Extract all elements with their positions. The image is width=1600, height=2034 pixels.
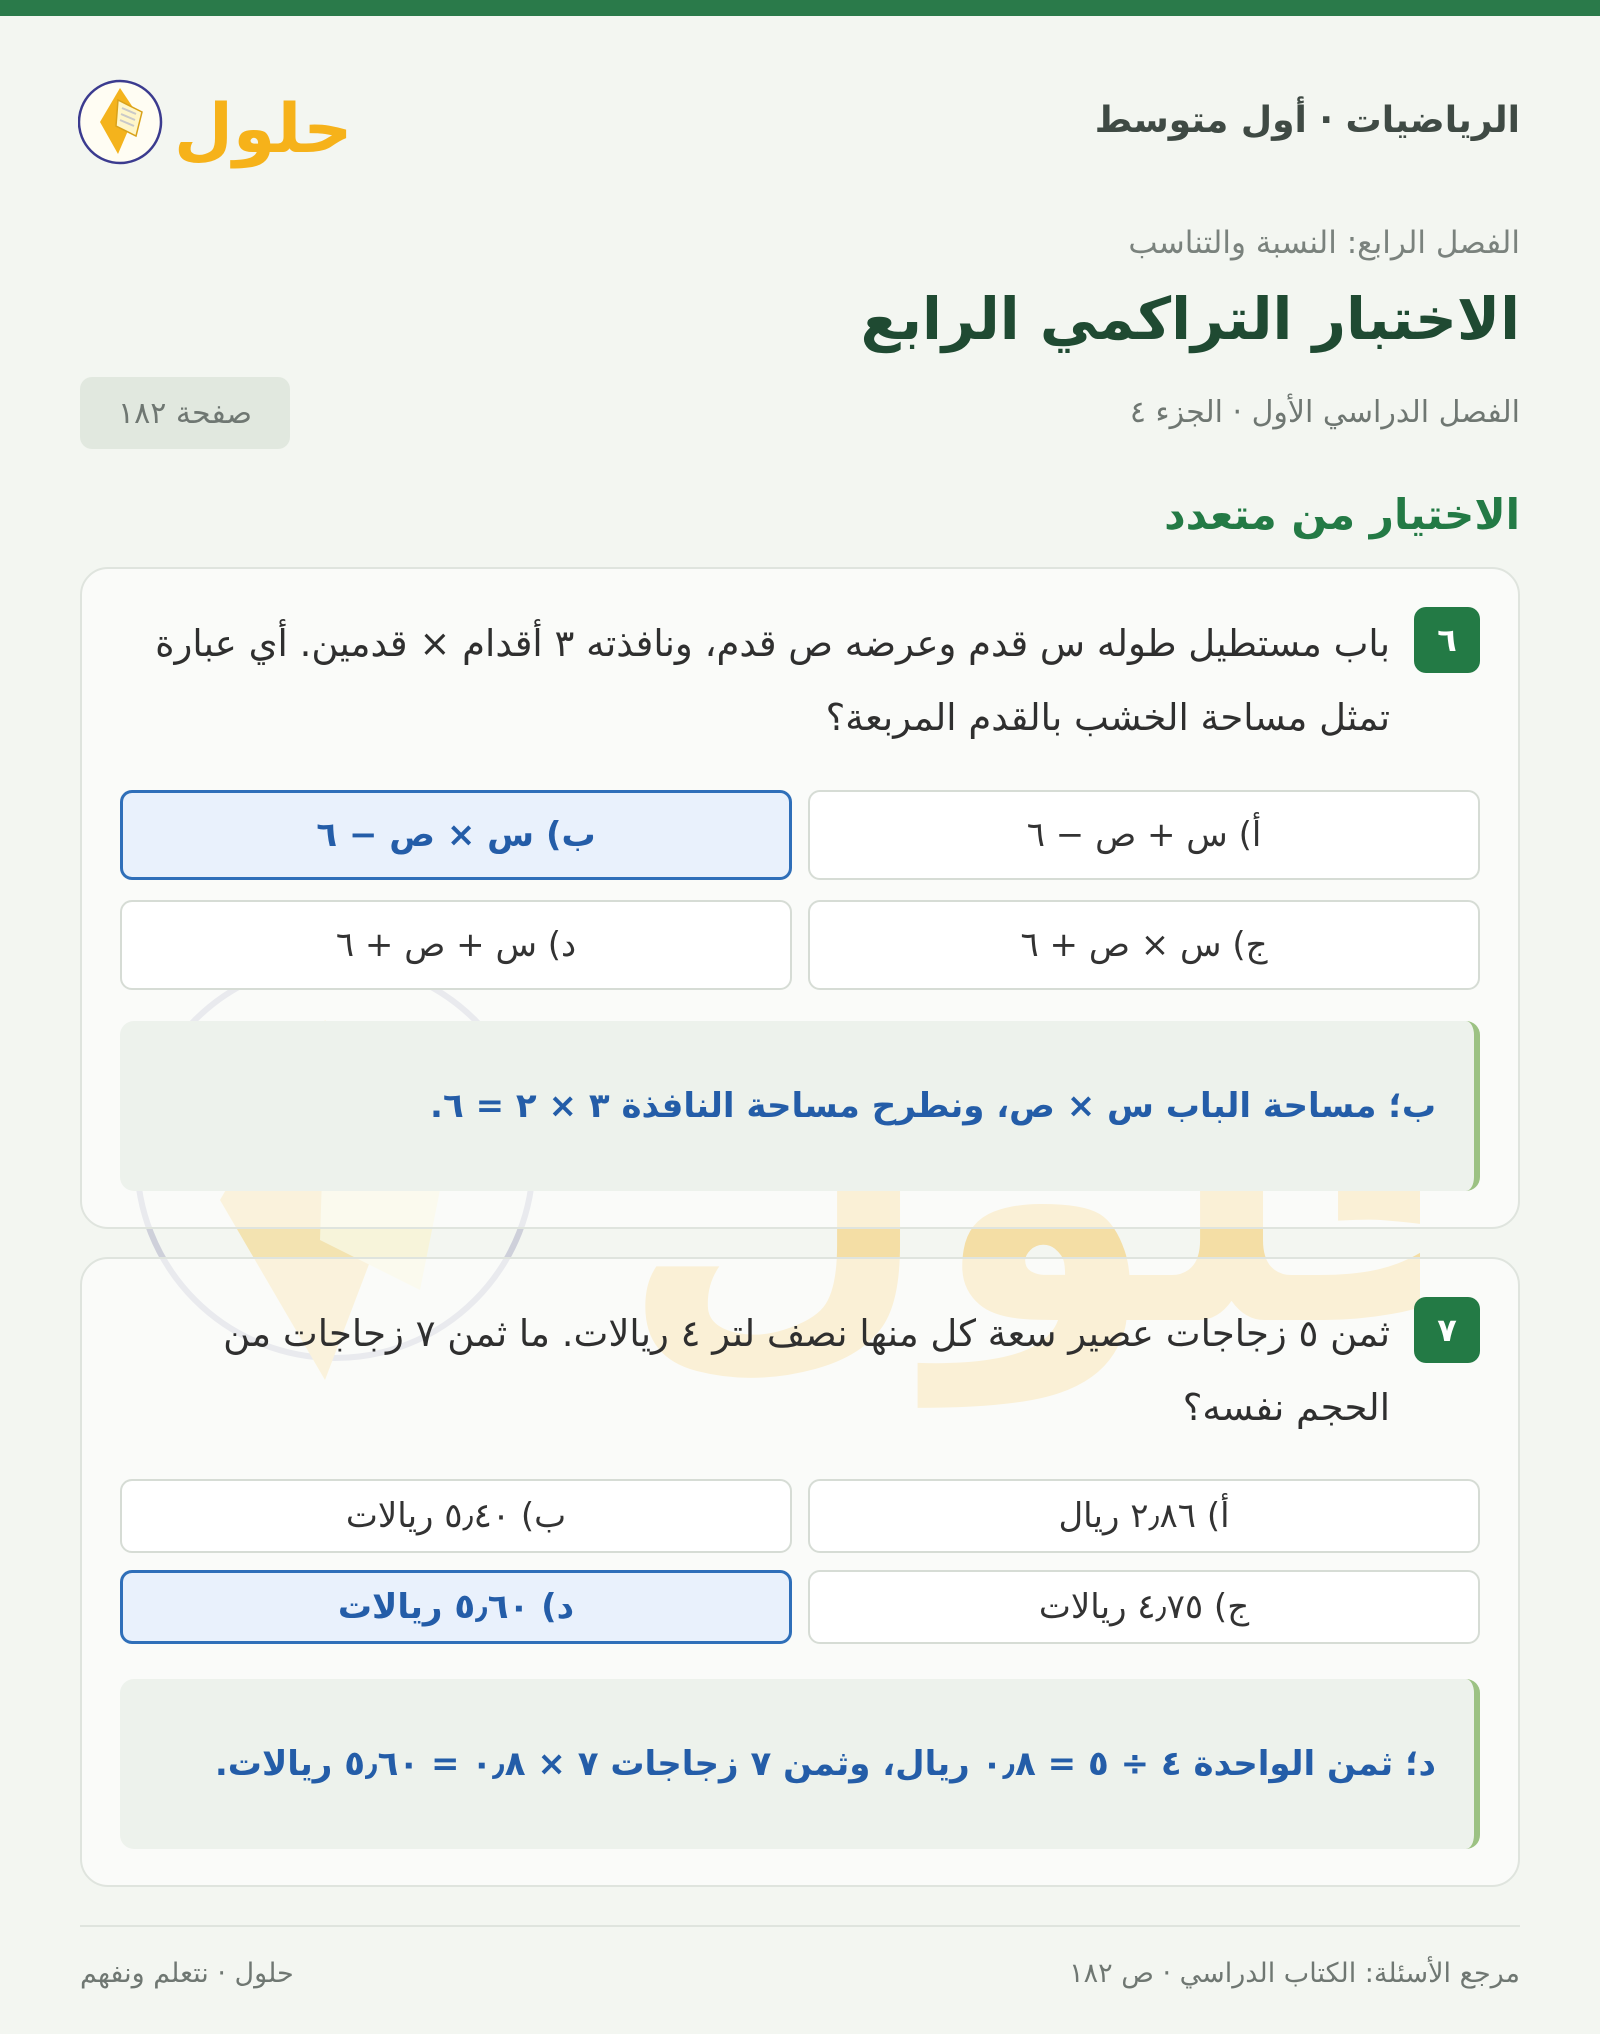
top-accent-bar	[0, 0, 1600, 16]
option-c[interactable]: ج) س × ص + ٦	[808, 900, 1480, 990]
answer-explanation: د؛ ثمن الواحدة ٤ ÷ ٥ = ٠٫٨ ريال، وثمن ٧ زجاجات ٧ × ٠٫٨ = ٥٫٦٠ ريالات.	[120, 1679, 1480, 1849]
question-card-7	[80, 1257, 1520, 1887]
logo-wordmark: حلول	[174, 90, 353, 169]
question-number: ٧	[1414, 1297, 1480, 1363]
answer-explanation: ب؛ مساحة الباب س × ص، ونطرح مساحة النافذة ٣ × ٢ = ٦.	[120, 1021, 1480, 1191]
chapter-label: الفصل الرابع: النسبة والتناسب	[1128, 225, 1520, 261]
option-b[interactable]: ب) ٥٫٤٠ ريالات	[120, 1479, 792, 1553]
option-d-selected[interactable]: د) ٥٫٦٠ ريالات	[120, 1570, 792, 1644]
option-d[interactable]: د) س + ص + ٦	[120, 900, 792, 990]
option-c[interactable]: ج) ٤٫٧٥ ريالات	[808, 1570, 1480, 1644]
question-number: ٦	[1414, 607, 1480, 673]
footer-divider	[80, 1925, 1520, 1927]
question-card-6	[80, 567, 1520, 1229]
section-title: الاختيار من متعدد	[1164, 490, 1520, 539]
question-text: باب مستطيل طوله س قدم وعرضه ص قدم، ونافذته ٣ أقدام × قدمين. أي عبارة تمثل مساحة الخشب بالقدم المربعة؟	[155, 622, 1390, 739]
option-a[interactable]: أ) س + ص − ٦	[808, 790, 1480, 880]
semester-label: الفصل الدراسي الأول · الجزء ٤	[1129, 395, 1520, 430]
footer-tagline: حلول · نتعلم ونفهم	[80, 1958, 294, 1989]
halol-logo	[78, 62, 368, 182]
option-b-selected[interactable]: ب) س × ص − ٦	[120, 790, 792, 880]
page-title: الاختبار التراكمي الرابع	[860, 285, 1520, 353]
page-number-badge: صفحة ١٨٢	[80, 377, 290, 449]
option-a[interactable]: أ) ٢٫٨٦ ريال	[808, 1479, 1480, 1553]
subject-grade-label: الرياضيات · أول متوسط	[1094, 100, 1520, 141]
footer-reference: مرجع الأسئلة: الكتاب الدراسي · ص ١٨٢	[1069, 1958, 1520, 1989]
question-text: ثمن ٥ زجاجات عصير سعة كل منها نصف لتر ٤ ريالات. ما ثمن ٧ زجاجات من الحجم نفسه؟	[223, 1312, 1390, 1429]
